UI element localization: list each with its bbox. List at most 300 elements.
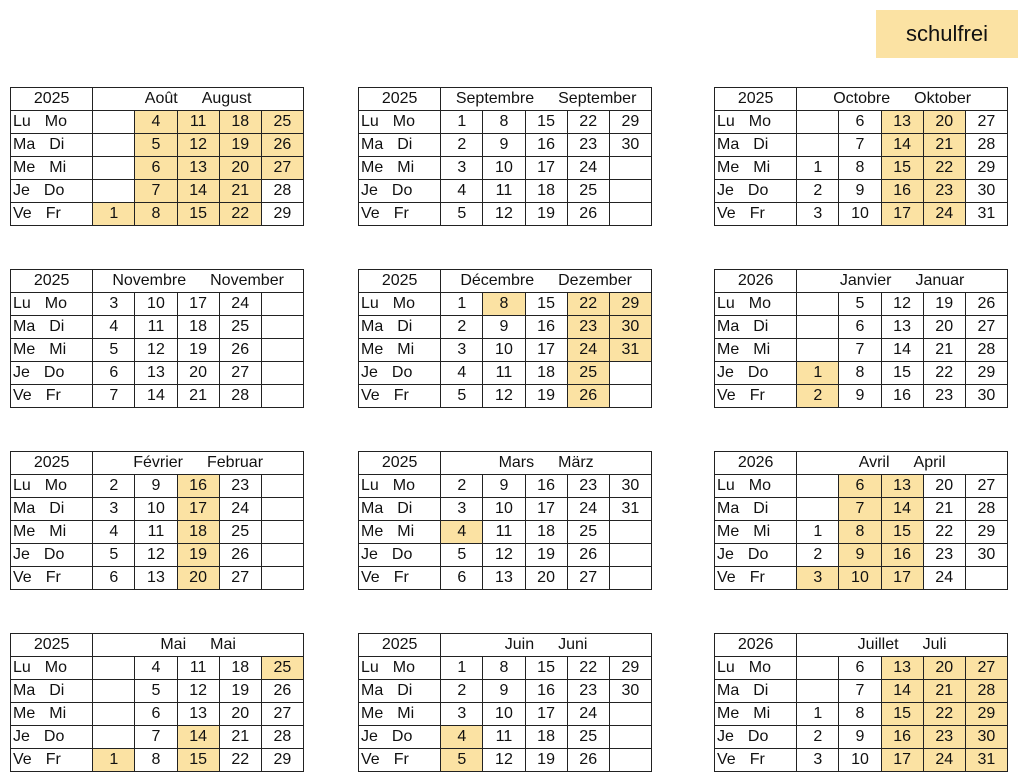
day-cell: 9 [839, 180, 881, 203]
month-name [93, 452, 304, 475]
month-table [714, 451, 1008, 590]
day-cell: 9 [839, 544, 881, 567]
day-cell: 4 [135, 111, 177, 134]
year-label: 2026 [715, 270, 797, 293]
day-cell: 28 [965, 498, 1007, 521]
day-cell: 21 [923, 680, 965, 703]
weekday-de: Mi [397, 341, 415, 358]
month-name-fr: Juin [504, 636, 535, 653]
day-cell: 10 [483, 498, 525, 521]
month-name-de: März [558, 454, 594, 471]
week-row [359, 111, 652, 134]
month-table [358, 633, 652, 772]
day-cell: 15 [525, 293, 567, 316]
day-cell: 1 [93, 749, 135, 772]
week-row [715, 203, 1008, 226]
day-cell: 4 [441, 726, 483, 749]
day-cell: 13 [177, 703, 219, 726]
day-cell [609, 157, 651, 180]
day-cell: 6 [839, 657, 881, 680]
day-cell: 19 [177, 339, 219, 362]
weekday-de: Di [397, 318, 413, 335]
weekday-fr: Ve [361, 569, 380, 586]
weekday-fr: Ve [717, 569, 736, 586]
week-row [359, 180, 652, 203]
weekday-label [715, 498, 797, 521]
day-cell: 24 [219, 293, 261, 316]
day-cell: 5 [839, 293, 881, 316]
weekday-label [359, 726, 441, 749]
weekday-fr: Lu [13, 295, 31, 312]
month-table [10, 633, 304, 772]
month-header-row [359, 270, 652, 293]
day-cell: 22 [567, 111, 609, 134]
week-row [715, 111, 1008, 134]
weekday-fr: Lu [13, 477, 31, 494]
month-table [358, 451, 652, 590]
day-cell: 15 [881, 362, 923, 385]
day-cell: 13 [135, 567, 177, 590]
weekday-fr: Ma [361, 682, 384, 699]
day-cell: 24 [567, 157, 609, 180]
day-cell [261, 316, 303, 339]
week-row [715, 567, 1008, 590]
day-cell: 9 [839, 726, 881, 749]
day-cell: 5 [441, 203, 483, 226]
day-cell: 3 [797, 749, 839, 772]
week-row [359, 680, 652, 703]
weekday-fr: Ma [13, 318, 36, 335]
weekday-de: Fr [749, 387, 765, 404]
week-row [359, 657, 652, 680]
weekday-label [359, 111, 441, 134]
day-cell: 25 [261, 657, 303, 680]
day-cell: 9 [135, 475, 177, 498]
day-cell: 3 [93, 498, 135, 521]
day-cell [609, 726, 651, 749]
day-cell [93, 680, 135, 703]
week-row [11, 521, 304, 544]
weekday-label [11, 567, 93, 590]
day-cell: 26 [261, 680, 303, 703]
day-cell: 15 [177, 749, 219, 772]
weekday-label [11, 316, 93, 339]
day-cell: 1 [797, 157, 839, 180]
day-cell: 22 [219, 203, 261, 226]
weekday-label [359, 316, 441, 339]
day-cell: 5 [135, 134, 177, 157]
day-cell: 15 [177, 203, 219, 226]
day-cell: 7 [839, 680, 881, 703]
weekday-fr: Me [361, 523, 384, 540]
day-cell: 18 [219, 657, 261, 680]
day-cell: 12 [135, 544, 177, 567]
weekday-de: Mi [49, 159, 67, 176]
weekday-label [715, 749, 797, 772]
day-cell: 16 [881, 180, 923, 203]
day-cell: 17 [525, 339, 567, 362]
month-header-row [11, 88, 304, 111]
week-row [11, 134, 304, 157]
day-cell: 7 [839, 134, 881, 157]
day-cell: 12 [177, 680, 219, 703]
day-cell: 19 [177, 544, 219, 567]
day-cell: 25 [219, 521, 261, 544]
month-name [93, 88, 304, 111]
day-cell: 31 [965, 749, 1007, 772]
weekday-label [715, 680, 797, 703]
weekday-fr: Ve [361, 751, 380, 768]
day-cell: 8 [839, 521, 881, 544]
day-cell: 27 [261, 157, 303, 180]
weekday-label [359, 521, 441, 544]
weekday-label [715, 726, 797, 749]
weekday-label [715, 703, 797, 726]
day-cell: 2 [797, 544, 839, 567]
month-name-fr: Octobre [833, 90, 891, 107]
weekday-fr: Ve [13, 205, 32, 222]
month-name-de: November [210, 272, 284, 289]
day-cell: 6 [135, 157, 177, 180]
day-cell: 23 [923, 544, 965, 567]
weekday-de: Fr [749, 205, 765, 222]
week-row [11, 567, 304, 590]
weekday-de: Mo [392, 113, 416, 130]
weekday-label [11, 203, 93, 226]
day-cell: 19 [219, 680, 261, 703]
weekday-fr: Lu [13, 113, 31, 130]
day-cell: 25 [567, 362, 609, 385]
day-cell: 6 [93, 567, 135, 590]
weekday-de: Di [753, 318, 769, 335]
weekday-fr: Ma [13, 682, 36, 699]
month-name [797, 270, 1008, 293]
day-cell [965, 567, 1007, 590]
day-cell: 15 [881, 157, 923, 180]
day-cell [261, 362, 303, 385]
weekday-label [11, 544, 93, 567]
day-cell: 8 [839, 362, 881, 385]
day-cell: 17 [525, 498, 567, 521]
day-cell: 21 [219, 726, 261, 749]
day-cell: 16 [177, 475, 219, 498]
weekday-label [11, 385, 93, 408]
day-cell: 11 [483, 726, 525, 749]
weekday-fr: Ve [717, 387, 736, 404]
weekday-fr: Me [361, 159, 384, 176]
weekday-de: Fr [393, 205, 409, 222]
month-name [797, 634, 1008, 657]
day-cell: 5 [93, 544, 135, 567]
day-cell: 25 [567, 726, 609, 749]
day-cell [261, 498, 303, 521]
day-cell: 18 [525, 362, 567, 385]
legend-schulfrei: schulfrei [876, 10, 1018, 58]
weekday-fr: Ma [717, 136, 740, 153]
weekday-label [359, 657, 441, 680]
day-cell [261, 339, 303, 362]
day-cell: 8 [839, 157, 881, 180]
day-cell: 26 [261, 134, 303, 157]
weekday-de: Mi [753, 159, 771, 176]
day-cell: 16 [525, 316, 567, 339]
weekday-fr: Ma [361, 500, 384, 517]
weekday-fr: Je [361, 728, 378, 745]
day-cell: 19 [525, 544, 567, 567]
day-cell [261, 475, 303, 498]
day-cell: 15 [525, 657, 567, 680]
week-row [359, 521, 652, 544]
weekday-fr: Lu [717, 113, 735, 130]
day-cell: 26 [567, 544, 609, 567]
weekday-label [359, 544, 441, 567]
week-row [359, 544, 652, 567]
day-cell [609, 180, 651, 203]
weekday-fr: Je [13, 182, 30, 199]
year-label: 2025 [11, 270, 93, 293]
weekday-de: Do [391, 728, 413, 745]
day-cell: 19 [923, 293, 965, 316]
weekday-de: Mo [44, 113, 68, 130]
week-row [11, 385, 304, 408]
week-row [359, 498, 652, 521]
month-table [358, 87, 652, 226]
day-cell: 13 [881, 316, 923, 339]
week-row [11, 111, 304, 134]
weekday-fr: Je [361, 546, 378, 563]
weekday-fr: Lu [717, 477, 735, 494]
day-cell: 11 [177, 111, 219, 134]
day-cell: 7 [839, 498, 881, 521]
day-cell: 20 [923, 475, 965, 498]
day-cell: 5 [93, 339, 135, 362]
weekday-fr: Je [13, 728, 30, 745]
week-row [715, 726, 1008, 749]
day-cell: 12 [483, 203, 525, 226]
day-cell: 14 [177, 180, 219, 203]
day-cell: 30 [965, 385, 1007, 408]
day-cell [609, 544, 651, 567]
day-cell: 5 [441, 749, 483, 772]
weekday-de: Mo [748, 659, 772, 676]
day-cell: 16 [881, 544, 923, 567]
day-cell: 26 [219, 339, 261, 362]
weekday-label [715, 362, 797, 385]
day-cell: 28 [965, 339, 1007, 362]
day-cell: 6 [93, 362, 135, 385]
day-cell: 4 [93, 316, 135, 339]
day-cell: 27 [219, 567, 261, 590]
weekday-fr: Je [361, 364, 378, 381]
day-cell [797, 680, 839, 703]
day-cell: 7 [93, 385, 135, 408]
weekday-fr: Lu [717, 659, 735, 676]
day-cell: 27 [567, 567, 609, 590]
week-row [11, 680, 304, 703]
weekday-fr: Lu [361, 659, 379, 676]
day-cell: 30 [965, 544, 1007, 567]
day-cell [93, 180, 135, 203]
day-cell: 23 [567, 680, 609, 703]
week-row [715, 385, 1008, 408]
weekday-fr: Ve [361, 387, 380, 404]
month-header-row [715, 270, 1008, 293]
weekday-label [715, 157, 797, 180]
day-cell: 21 [923, 498, 965, 521]
month-header-row [11, 634, 304, 657]
weekday-de: Mi [49, 523, 67, 540]
week-row [715, 180, 1008, 203]
day-cell: 20 [525, 567, 567, 590]
week-row [11, 749, 304, 772]
month-name-de: Juli [922, 636, 947, 653]
month-name-fr: Mars [498, 454, 535, 471]
week-row [359, 339, 652, 362]
day-cell: 28 [965, 680, 1007, 703]
weekday-label [359, 134, 441, 157]
day-cell: 20 [923, 657, 965, 680]
month-name-fr: Avril [858, 454, 890, 471]
day-cell: 29 [965, 362, 1007, 385]
day-cell: 9 [839, 385, 881, 408]
weekday-fr: Je [717, 364, 734, 381]
week-row [11, 498, 304, 521]
week-row [11, 657, 304, 680]
week-row [715, 498, 1008, 521]
day-cell [261, 385, 303, 408]
day-cell: 1 [93, 203, 135, 226]
month-name [441, 270, 652, 293]
week-row [715, 749, 1008, 772]
month-name [797, 452, 1008, 475]
weekday-label [715, 475, 797, 498]
weekday-label [715, 521, 797, 544]
weekday-fr: Me [717, 341, 740, 358]
week-row [11, 475, 304, 498]
weekday-label [11, 157, 93, 180]
day-cell: 10 [483, 339, 525, 362]
weekday-fr: Ma [361, 136, 384, 153]
weekday-de: Do [43, 364, 65, 381]
day-cell: 9 [483, 680, 525, 703]
day-cell: 25 [219, 316, 261, 339]
weekday-label [715, 111, 797, 134]
day-cell [93, 657, 135, 680]
weekday-fr: Me [13, 341, 36, 358]
day-cell: 23 [567, 134, 609, 157]
weekday-de: Mi [397, 523, 415, 540]
weekday-de: Mi [49, 705, 67, 722]
day-cell: 22 [219, 749, 261, 772]
day-cell: 17 [525, 157, 567, 180]
day-cell: 28 [261, 180, 303, 203]
day-cell: 25 [567, 180, 609, 203]
day-cell: 21 [923, 339, 965, 362]
week-row [359, 385, 652, 408]
day-cell: 17 [177, 498, 219, 521]
month-table [10, 451, 304, 590]
month-table [358, 269, 652, 408]
day-cell: 11 [483, 362, 525, 385]
week-row [11, 203, 304, 226]
day-cell: 8 [839, 703, 881, 726]
day-cell: 24 [923, 749, 965, 772]
weekday-de: Di [49, 682, 65, 699]
weekday-label [359, 680, 441, 703]
week-row [11, 157, 304, 180]
week-row [11, 544, 304, 567]
day-cell: 19 [525, 749, 567, 772]
week-row [11, 180, 304, 203]
month-table [714, 87, 1008, 226]
week-row [359, 567, 652, 590]
weekday-label [715, 385, 797, 408]
weekday-fr: Ma [717, 500, 740, 517]
weekday-de: Mo [392, 659, 416, 676]
day-cell: 20 [177, 567, 219, 590]
day-cell: 6 [839, 316, 881, 339]
day-cell: 31 [609, 498, 651, 521]
day-cell: 20 [219, 157, 261, 180]
weekday-fr: Ma [13, 500, 36, 517]
weekday-fr: Me [13, 523, 36, 540]
day-cell: 12 [483, 544, 525, 567]
week-row [359, 703, 652, 726]
month-name-de: Juni [558, 636, 588, 653]
year-label: 2025 [359, 88, 441, 111]
month-name-fr: Août [144, 90, 178, 107]
weekday-de: Fr [45, 205, 61, 222]
month-name-de: September [558, 90, 637, 107]
week-row [11, 703, 304, 726]
month-name-fr: Novembre [112, 272, 187, 289]
day-cell: 27 [219, 362, 261, 385]
day-cell: 29 [965, 703, 1007, 726]
weekday-de: Fr [393, 751, 409, 768]
weekday-de: Mi [753, 341, 771, 358]
day-cell: 1 [441, 111, 483, 134]
month-name-de: Januar [915, 272, 965, 289]
day-cell [93, 157, 135, 180]
day-cell: 7 [135, 726, 177, 749]
day-cell: 18 [177, 316, 219, 339]
day-cell [609, 385, 651, 408]
day-cell: 22 [923, 521, 965, 544]
day-cell: 26 [219, 544, 261, 567]
weekday-de: Mo [44, 659, 68, 676]
week-row [715, 521, 1008, 544]
day-cell: 14 [881, 498, 923, 521]
week-row [359, 293, 652, 316]
year-label: 2025 [359, 634, 441, 657]
weekday-label [11, 362, 93, 385]
year-label: 2025 [11, 634, 93, 657]
day-cell [797, 316, 839, 339]
day-cell: 17 [177, 293, 219, 316]
day-cell: 28 [219, 385, 261, 408]
day-cell: 29 [965, 157, 1007, 180]
weekday-fr: Me [717, 159, 740, 176]
weekday-label [715, 293, 797, 316]
day-cell: 4 [135, 657, 177, 680]
week-row [359, 475, 652, 498]
day-cell: 14 [177, 726, 219, 749]
weekday-de: Mo [392, 295, 416, 312]
day-cell: 22 [923, 703, 965, 726]
day-cell: 7 [135, 180, 177, 203]
day-cell: 27 [965, 111, 1007, 134]
weekday-de: Mo [44, 295, 68, 312]
